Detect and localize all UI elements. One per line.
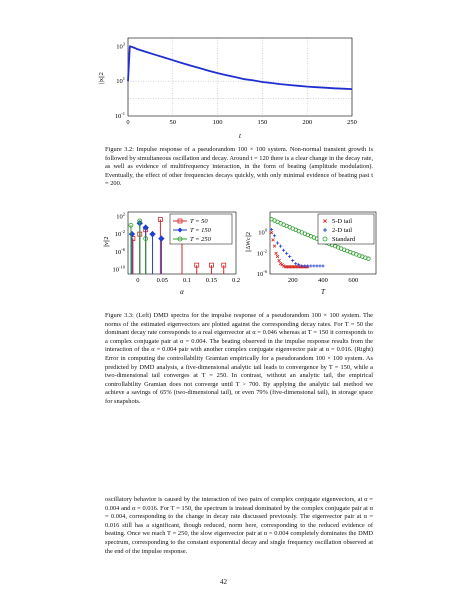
y-tick-label: $10^{-2}$ — [256, 248, 267, 258]
legend — [318, 214, 374, 244]
x-tick-label: 600 — [348, 277, 359, 284]
x-tick-label: 0.15 — [205, 277, 218, 284]
x-tick-label: 150 — [257, 119, 268, 126]
x-tick-label: 200 — [302, 119, 313, 126]
y-tick-labels — [115, 41, 126, 120]
page-number: 42 — [220, 578, 227, 586]
legend-label: Standard — [332, 236, 356, 244]
chart-grid — [128, 38, 352, 116]
controllability-error-chart — [242, 206, 380, 298]
legend-label: 5-D tail — [332, 218, 353, 226]
y-axis-label: ||ΔWc||2 — [246, 232, 252, 252]
x-tick-label: 50 — [169, 119, 177, 126]
y-tick-label: $10^{-10}$ — [112, 264, 125, 274]
x-tick-label: 0 — [126, 119, 130, 126]
y-tick-label: $10^{-1}$ — [114, 111, 125, 120]
stem-marker — [159, 236, 164, 241]
dmd-spectra-chart — [100, 206, 240, 298]
y-tick-label: $10^{-2}$ — [114, 229, 125, 239]
y-tick-label: $10^0$ — [258, 227, 267, 237]
plot-frame — [128, 38, 352, 116]
x-tick-label: 0.05 — [156, 277, 169, 284]
x-tick-label: 0.2 — [231, 277, 240, 284]
x-tick-label: 400 — [318, 277, 328, 284]
y-tick-label: $10^3$ — [116, 41, 125, 51]
x-tick-label: 100 — [212, 119, 223, 126]
x-tick-labels — [136, 277, 240, 284]
y-axis-label: ||x||2 — [98, 72, 105, 84]
y-tick-label: $10^1$ — [116, 76, 125, 86]
legend-label: 2-D tail — [332, 227, 353, 235]
x-axis-label: T — [321, 288, 325, 296]
x-tick-labels — [288, 277, 358, 284]
x-tick-label: 250 — [347, 119, 357, 126]
y-tick-label: $10^2$ — [116, 211, 125, 221]
stem-marker — [129, 232, 134, 237]
y-tick-label: $10^{-6}$ — [256, 269, 267, 278]
x-tick-label: 200 — [287, 277, 298, 284]
x-tick-label: 0 — [136, 277, 140, 284]
legend-label: T = 50 — [190, 218, 208, 226]
y-axis-label: ||v||2 — [104, 236, 110, 248]
figure-3-3-caption: Figure 3.3: (Left) DMD spectra for the impulse response of a pseudorandom 100 × 100 system. The norms of the estimated eigenvectors are plotted against the corresponding decay rates. For T = 50 the dominant decay rate corresponds to a real eigenvector at α = 0.046 whereas at T = 150 it corresponds to a complex conjugate pair at α = 0.004. The beating observed in the impulse response results from the interaction of the α = 0.004 pair with another complex conjugate eigenvector pair at α = 0.016. (Right) Error in computing the controllability Gramian empirically for a pseudorandom 100 × 100 system. As predicted by DMD analysis, a five-dimensional analytic tail leads to convergence by T = 150, while a two-dimensional tail converges at T = 250. In contrast, without an analytic tail, the empirical controllability Gramian does not converge until T > 700. By applying the analytic tail method we achieve a savings of 65% (two-dimensional tail), or even 79% (five-dimensional tail), in storage space for snapshots. — [105, 312, 373, 405]
legend — [170, 214, 232, 244]
stem-marker — [150, 232, 155, 237]
x-tick-labels — [126, 119, 357, 126]
figure-3-2-caption: Figure 3.2: Impulse response of a pseudorandom 100 × 100 system. Non-normal transient growth is followed by simultaneous oscillation and decay. Around t = 120 there is a clear change in the decay rate, as well as evidence of multifrequency interaction, in the form of beating (amplitude modulation). Eventually, the effect of other frequencies decays quickly, with only minimal evidence of beating past t = 200. — [105, 146, 373, 188]
x-tick-label: 0.1 — [182, 277, 191, 284]
impulse-response-chart — [95, 30, 365, 142]
x-axis-label: α — [180, 288, 184, 296]
impulse-response-line — [128, 46, 352, 89]
legend-label: T = 250 — [190, 236, 211, 244]
y-tick-label: $10^{-6}$ — [114, 246, 125, 256]
body-paragraph: oscillatory behavior is caused by the interaction of two pairs of complex conjugate eigenvectors, at α = 0.004 and α = 0.016. For T = 150, the spectrum is instead dominated by the complex conjugate pair at α = 0.004, corresponding to the change in decay rate discussed previously. The eigenvector pair at α = 0.016 still has a significant, though reduced, norm here, corresponding to the reduced evidence of beating. Once we reach T = 250, the slow eigenvector pair at α = 0.004 completely dominates the DMD spectrum, corresponding to the constant exponential decay and single frequency oscillation observed at the end of the impulse response. — [105, 496, 373, 555]
y-tick-labels — [257, 228, 268, 278]
y-tick-labels — [113, 211, 126, 273]
legend-label: T = 150 — [190, 227, 211, 235]
x-axis-label: t — [239, 132, 241, 140]
